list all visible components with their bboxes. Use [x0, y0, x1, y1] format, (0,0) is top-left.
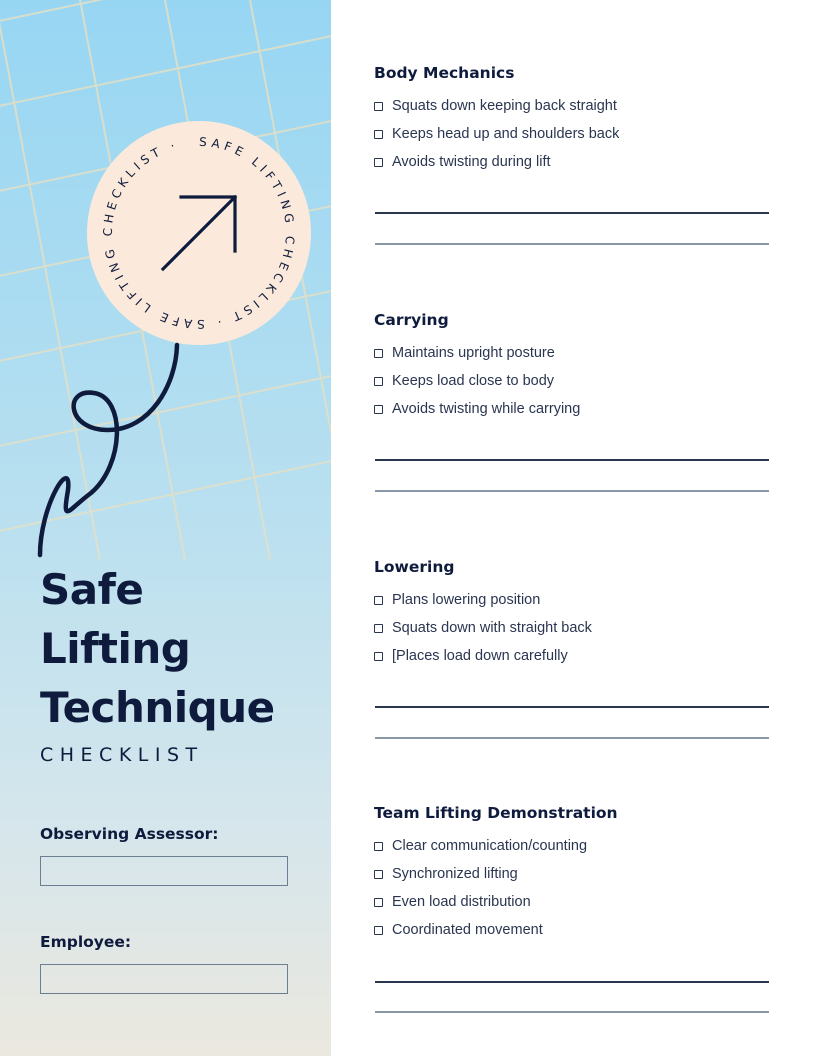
- checklist: [374, 832, 587, 944]
- checklist-item[interactable]: [374, 395, 580, 423]
- section-title: Lowering: [374, 558, 455, 576]
- notes-line[interactable]: [375, 459, 769, 461]
- left-panel: [0, 0, 331, 1056]
- checkbox[interactable]: [374, 842, 383, 851]
- checklist-item[interactable]: [374, 888, 587, 916]
- item-label: Maintains upright posture: [392, 345, 555, 361]
- checkbox[interactable]: [374, 596, 383, 605]
- section-title: Team Lifting Demonstration: [374, 804, 618, 822]
- checkbox[interactable]: [374, 349, 383, 358]
- checklist-item[interactable]: [374, 642, 592, 670]
- employee-field[interactable]: [40, 964, 288, 994]
- checklist-item[interactable]: [374, 586, 592, 614]
- checklist-item[interactable]: [374, 92, 619, 120]
- badge-ring-text: SAFE LIFTING CHECKLIST · SAFE LIFTING CHECKLIST ·: [100, 134, 298, 332]
- item-label: Plans lowering position: [392, 592, 541, 608]
- notes-line[interactable]: [375, 212, 769, 214]
- checklist-item[interactable]: [374, 614, 592, 642]
- item-label: Avoids twisting during lift: [392, 154, 551, 170]
- checkbox[interactable]: [374, 102, 383, 111]
- notes-line[interactable]: [375, 243, 769, 245]
- notes-line[interactable]: [375, 981, 769, 983]
- checkbox[interactable]: [374, 130, 383, 139]
- checklist: [374, 586, 592, 670]
- item-label: Coordinated movement: [392, 922, 543, 938]
- title-line-3: Technique: [40, 683, 275, 732]
- section-carrying: [374, 311, 770, 417]
- notes-line[interactable]: [375, 490, 769, 492]
- assessor-label: Observing Assessor:: [40, 825, 219, 843]
- checkbox[interactable]: [374, 652, 383, 661]
- page-title: [40, 560, 275, 737]
- checklist: [374, 339, 580, 423]
- item-label: Keeps load close to body: [392, 373, 555, 389]
- checkbox[interactable]: [374, 926, 383, 935]
- section-lowering: [374, 558, 770, 664]
- item-label: Squats down with straight back: [392, 620, 592, 636]
- notes-line[interactable]: [375, 1011, 769, 1013]
- checkbox[interactable]: [374, 624, 383, 633]
- notes-line[interactable]: [375, 706, 769, 708]
- item-label: Even load distribution: [392, 894, 531, 910]
- checklist-item[interactable]: [374, 120, 619, 148]
- section-title: Carrying: [374, 311, 449, 329]
- badge-graphic: [0, 0, 331, 600]
- item-label: Squats down keeping back straight: [392, 98, 617, 114]
- item-label: Synchronized lifting: [392, 866, 518, 882]
- section-body-mechanics: [374, 64, 770, 170]
- checklist-item[interactable]: [374, 832, 587, 860]
- checklist-item[interactable]: [374, 916, 587, 944]
- checklist: [374, 92, 619, 176]
- title-line-1: Safe: [40, 565, 144, 614]
- item-label: [Places load down carefully: [392, 648, 568, 664]
- title-line-2: Lifting: [40, 624, 191, 673]
- item-label: Avoids twisting while carrying: [392, 401, 581, 417]
- section-title: Body Mechanics: [374, 64, 515, 82]
- checkbox[interactable]: [374, 870, 383, 879]
- squiggle-string: [40, 345, 177, 555]
- checklist-item[interactable]: [374, 860, 587, 888]
- employee-label: Employee:: [40, 933, 132, 951]
- checklist-item[interactable]: [374, 367, 580, 395]
- page-subtitle: CHECKLIST: [40, 744, 204, 766]
- checkbox[interactable]: [374, 405, 383, 414]
- section-team-lifting: [374, 804, 770, 938]
- assessor-field[interactable]: [40, 856, 288, 886]
- checkbox[interactable]: [374, 898, 383, 907]
- item-label: Clear communication/counting: [392, 838, 588, 854]
- checkbox[interactable]: [374, 158, 383, 167]
- item-label: Keeps head up and shoulders back: [392, 126, 620, 142]
- checklist-item[interactable]: [374, 148, 619, 176]
- notes-line[interactable]: [375, 737, 769, 739]
- checklist-item[interactable]: [374, 339, 580, 367]
- checkbox[interactable]: [374, 377, 383, 386]
